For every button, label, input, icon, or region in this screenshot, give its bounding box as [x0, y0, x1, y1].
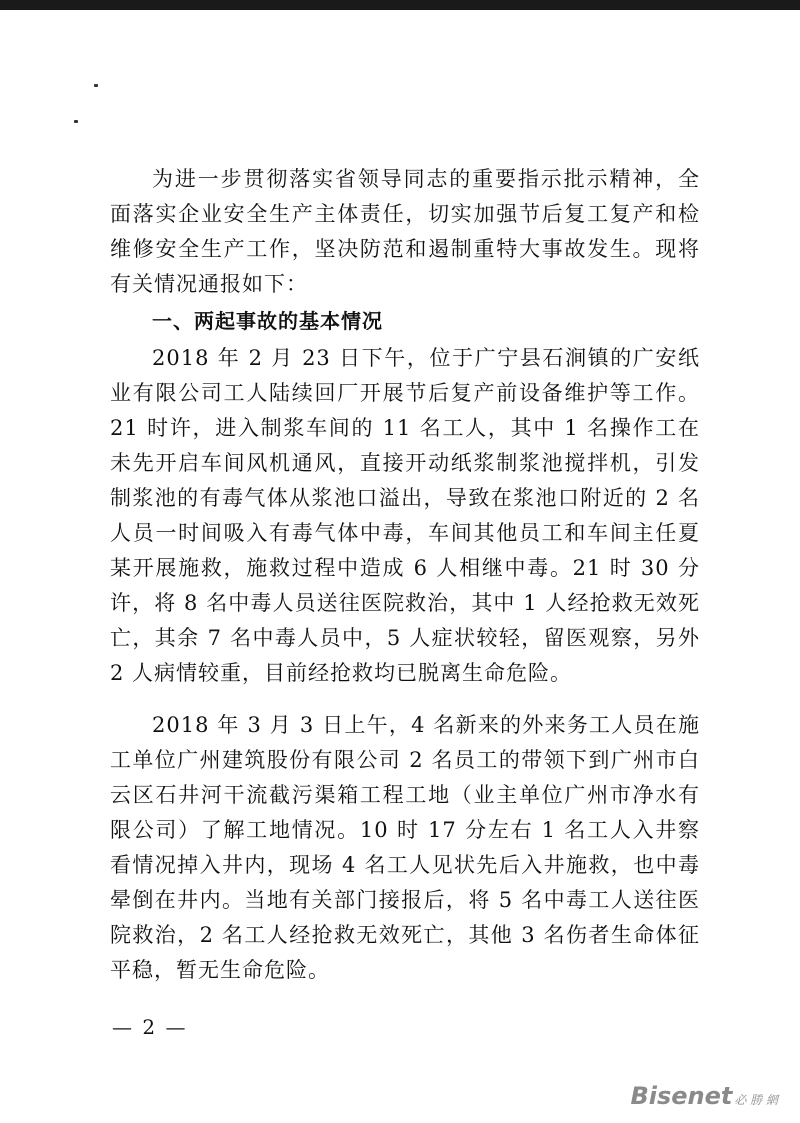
- scan-speck: [94, 84, 98, 87]
- document-body: [110, 162, 700, 988]
- watermark-logo: [630, 1082, 778, 1110]
- scan-speck: [74, 120, 78, 123]
- watermark-logo-text: Bisenet: [630, 1082, 733, 1110]
- intro-paragraph: 为进一步贯彻落实省领导同志的重要指示批示精神，全面落实企业安全生产主体责任，切实加强节后复工复产和检维修安全生产工作，坚决防范和遏制重特大事故发生。现将有关情况通报如下：: [110, 167, 700, 296]
- incident-1-paragraph: 2018 年 2 月 23 日下午，位于广宁县石涧镇的广安纸业有限公司工人陆续回厂开展节后复产前设备维护等工作。21 时许，进入制浆车间的 11 名工人，其中 1 名操作工在未先开启车间风机通风，直接开动纸浆制浆池搅拌机，引发制浆池的有毒气体从浆池口溢出，导致在浆池口附近的 2 名人员一时间吸入有毒气体中毒，车间其他员工和车间主任夏某开展施救，施救过程中造成 6 人相继中毒。21 时 30 分许，将 8 名中毒人员送往医院救治，其中 1 人经抢救无效死亡，其余 7 名中毒人员中，5 人症状较轻，留医观察，另外 2 人病情较重，目前经抢救均已脱离生命危险。: [110, 346, 700, 685]
- incident-2-paragraph: 2018 年 3 月 3 日上午，4 名新来的外来务工人员在施工单位广州建筑股份有限公司 2 名员工的带领下到广州市白云区石井河干流截污渠箱工程工地（业主单位广州市净水有限公司）了解工地情况。10 时 17 分左右 1 名工人入井察看情况掉入井内，现场 4 名工人见状先后入井施救，也中毒晕倒在井内。当地有关部门接报后，将 5 名中毒工人送往医院救治，2 名工人经抢救无效死亡，其他 3 名伤者生命体征平稳，暂无生命危险。: [110, 713, 700, 982]
- page-number: — 2 —: [112, 1015, 188, 1039]
- top-border-rule: [0, 0, 800, 10]
- section-heading: 一、两起事故的基本情况: [152, 309, 383, 333]
- watermark-chinese-text: 必 勝 網: [734, 1093, 778, 1107]
